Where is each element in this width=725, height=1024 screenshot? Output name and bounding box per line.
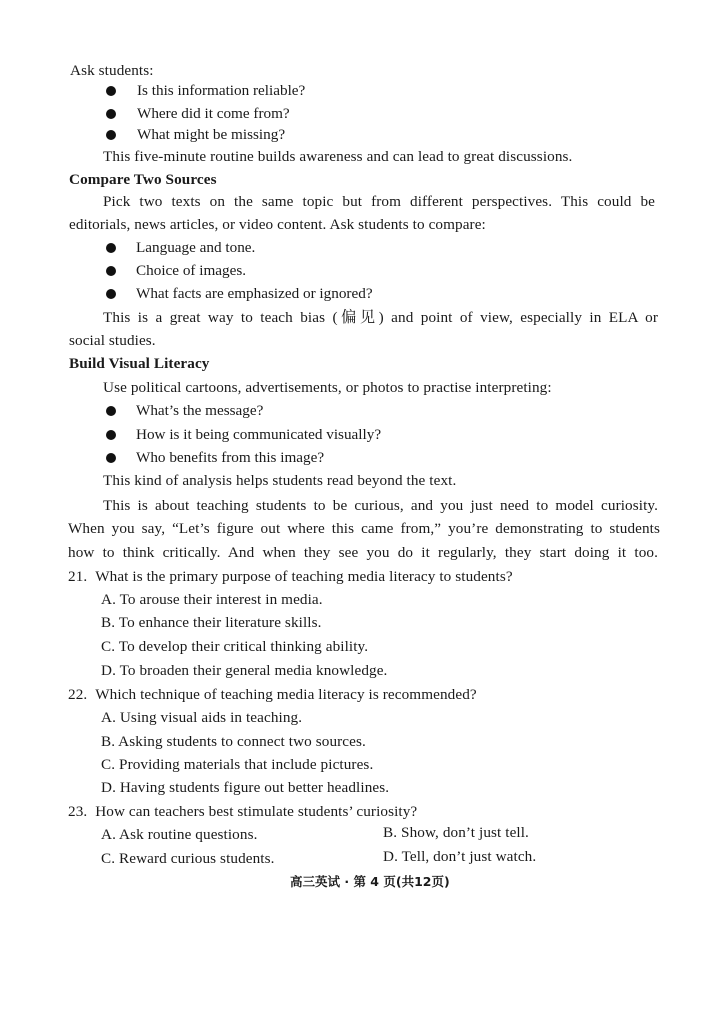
bullet-icon bbox=[106, 430, 116, 440]
answer-option: A. To arouse their interest in media. bbox=[101, 591, 323, 608]
paragraph-line: editorials, news articles, or video content. Ask students to compare: bbox=[69, 216, 486, 233]
answer-option: D. Tell, don’t just watch. bbox=[383, 848, 537, 865]
bullet-icon bbox=[106, 453, 116, 463]
answer-option: D. Having students figure out better headlines. bbox=[101, 779, 390, 796]
answer-option: B. Asking students to connect two sources. bbox=[101, 733, 366, 750]
paragraph-line: This is about teaching students to be curious, and you just need to model curiosity. bbox=[103, 497, 658, 514]
section-heading: Compare Two Sources bbox=[69, 171, 217, 188]
bullet-icon bbox=[106, 109, 116, 119]
paragraph-line: Use political cartoons, advertisements, or photos to practise interpreting: bbox=[103, 379, 552, 396]
bullet-icon bbox=[106, 289, 116, 299]
paragraph-line: This kind of analysis helps students read beyond the text. bbox=[103, 472, 457, 489]
question-number: 21. bbox=[68, 568, 88, 585]
question-text: Which technique of teaching media literacy is recommended? bbox=[95, 686, 477, 703]
question-23 bbox=[68, 802, 417, 822]
page-footer: 高三英试 · 第 4 页(共12页) bbox=[290, 874, 450, 889]
bullet-icon bbox=[106, 243, 116, 253]
answer-option: A. Ask routine questions. bbox=[101, 826, 258, 843]
bullet-icon bbox=[106, 406, 116, 416]
question-number: 22. bbox=[68, 686, 88, 703]
answer-option: D. To broaden their general media knowledge. bbox=[101, 662, 388, 679]
paragraph-line: how to think critically. And when they see you do it regularly, they start doing it too. bbox=[68, 544, 658, 561]
answer-option: B. To enhance their literature skills. bbox=[101, 614, 322, 631]
bullet-icon bbox=[106, 86, 116, 96]
exam-page: Ask students: Is this information reliable? Where did it come from? What might be missing? This five-minute routine builds awareness and can lead to great discussions. Compare Two Sources Pick two texts on the same topic but from different perspectives. This could be editorials, news articles, or video content. Ask students to compare: Language and tone. Choice of images. What facts are emphasized or ignored? This is a great way to teach bias (偏见) and point of view, especially in ELA or social studies. Build Visual Literacy Use political cartoons, advertisements, or photos to practise interpreting: What’s the message? How is it being communicated visually? Who benefits from this image? This kind of analysis helps students read beyond the text. This is about teaching students to be curious, and you just need to model curiosity. When you say, “Let’s figure out where this came from,” you’re demonstrating to students how to think critically. And when they see you do it regularly, they start doing it too. 21. What is the primary purpose of teaching media literacy to students? A. To arouse their interest in media. B. To enhance their literature skills. C. To develop their critical thinking ability. D. To broaden their general media knowledge. 22. Which technique of teaching media literacy is recommended? A. Using visual aids in teaching. B. Asking students to connect two sources. C. Providing materials that include pictures. D. Having students figure out better headlines. 23. How can teachers best stimulate students’ curiosity? A. Ask routine questions. B. Show, don’t just tell. C. Reward curious students. D. Tell, don’t just watch. 高三英试 · 第 4 页(共12页) bbox=[68, 62, 660, 889]
paragraph-line: Pick two texts on the same topic but from different perspectives. This could be bbox=[103, 193, 655, 210]
question-text: What is the primary purpose of teaching media literacy to students? bbox=[95, 568, 513, 585]
question-number: 23. bbox=[68, 803, 88, 820]
answer-option: C. To develop their critical thinking ability. bbox=[101, 638, 369, 655]
question-text: How can teachers best stimulate students’ curiosity? bbox=[95, 803, 418, 820]
bullet-icon bbox=[106, 130, 116, 140]
bullet-icon bbox=[106, 266, 116, 276]
answer-option: C. Providing materials that include pictures. bbox=[101, 756, 374, 773]
paragraph-line: When you say, “Let’s figure out where this came from,” you’re demonstrating to students bbox=[68, 520, 660, 537]
section-heading: Build Visual Literacy bbox=[69, 355, 210, 372]
answer-option: B. Show, don’t just tell. bbox=[383, 824, 529, 841]
paragraph-line: This five-minute routine builds awareness and can lead to great discussions. bbox=[103, 148, 573, 165]
question-21 bbox=[68, 567, 513, 587]
answer-option: C. Reward curious students. bbox=[101, 850, 275, 867]
answer-option: A. Using visual aids in teaching. bbox=[101, 709, 303, 726]
paragraph-line: This is a great way to teach bias (偏见) and point of view, especially in ELA or bbox=[103, 309, 658, 326]
paragraph-line: social studies. bbox=[69, 332, 156, 349]
question-22 bbox=[68, 685, 477, 705]
ask-students-label: Ask students: bbox=[70, 62, 154, 79]
